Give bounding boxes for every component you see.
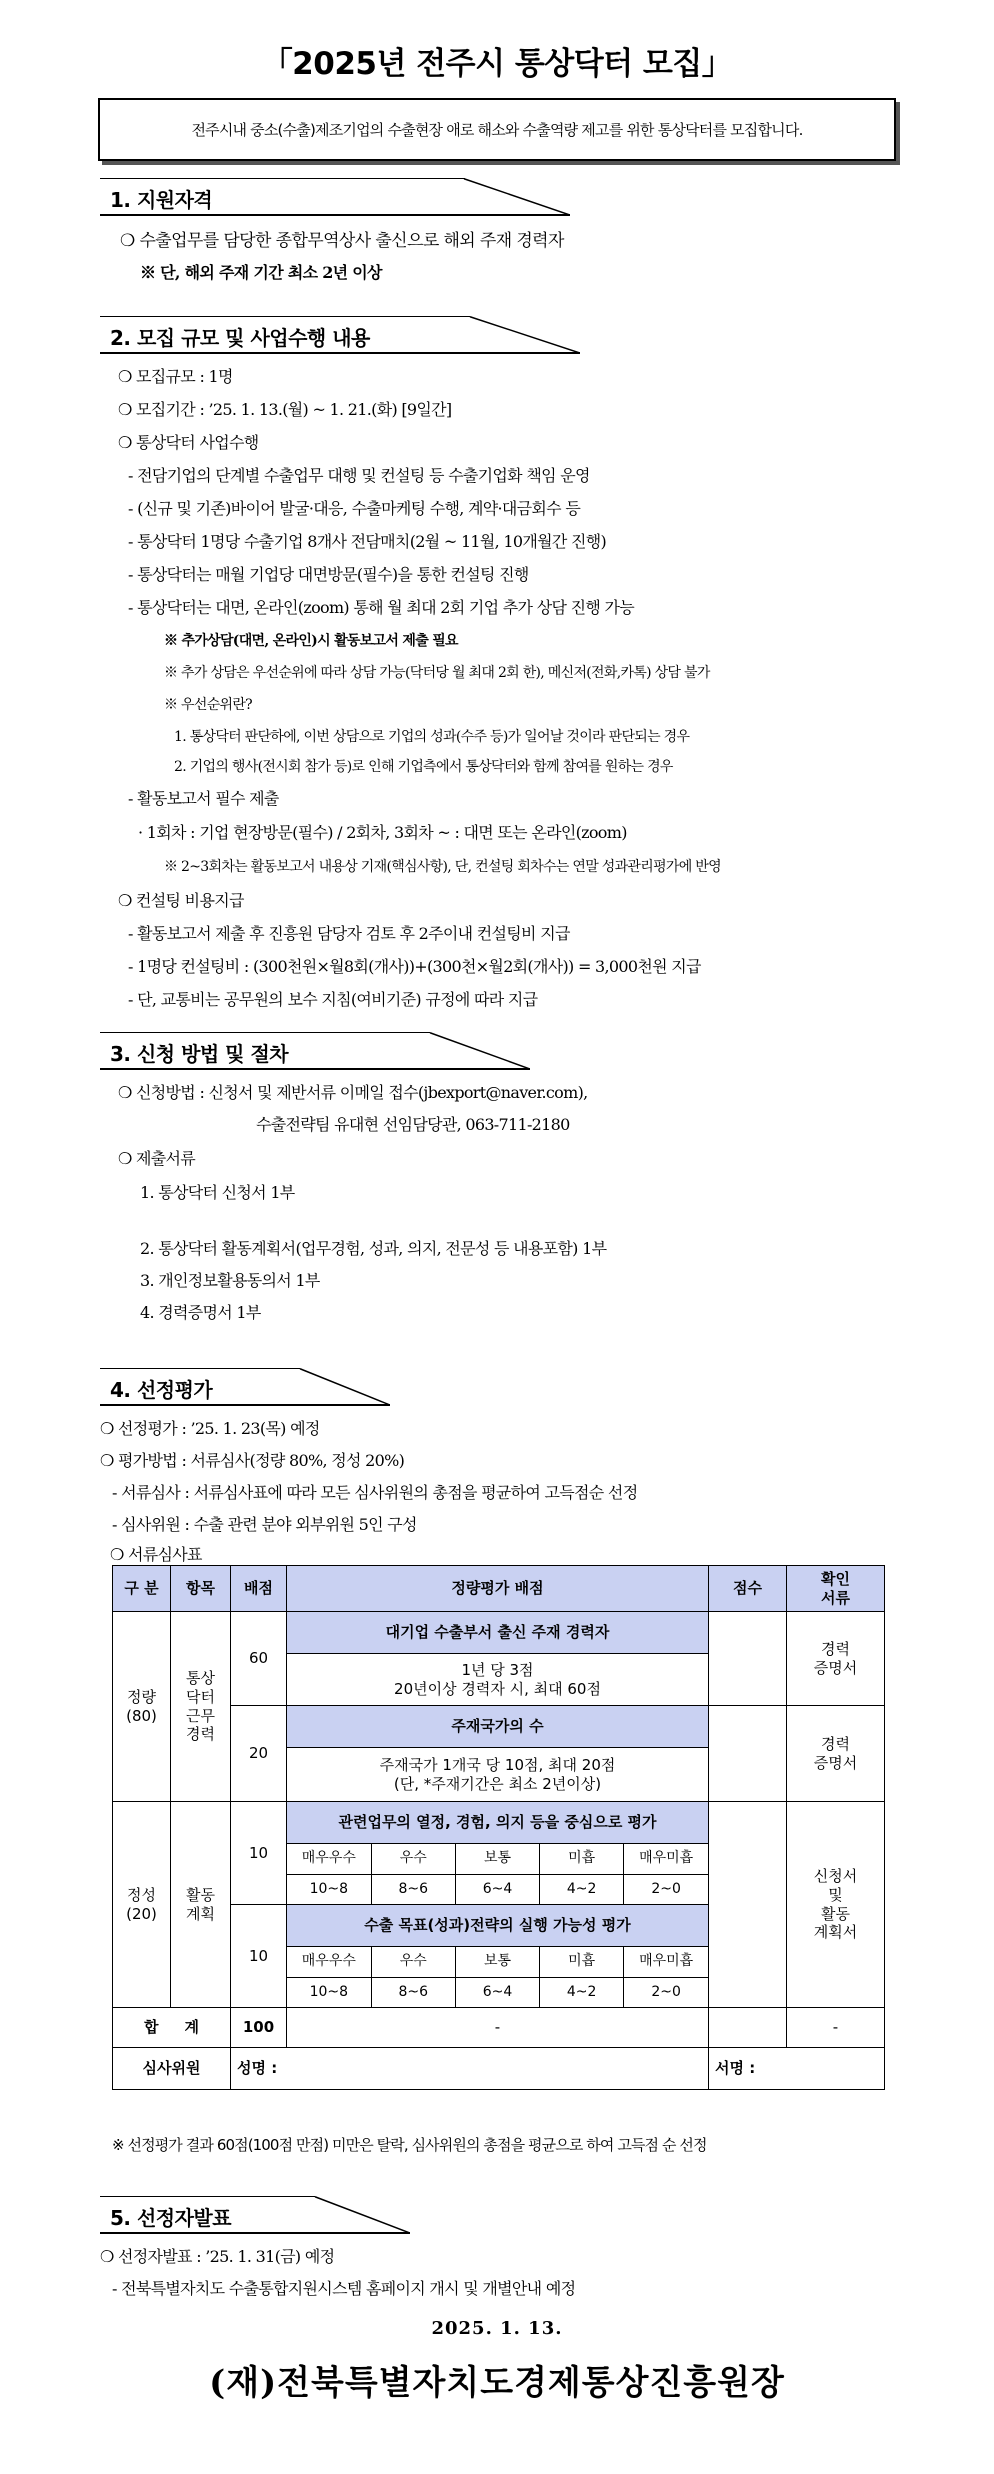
s2-line-0: ❍ 모집규모 : 1명	[118, 367, 233, 386]
s5-line-1: - 전북특별자치도 수출통합지원시스템 홈페이지 개시 및 개별안내 예정	[112, 2279, 576, 2298]
total-empty	[709, 2008, 787, 2048]
s2-line-2: ❍ 통상닥터 사업수행	[118, 433, 259, 452]
grade-label: 보통	[455, 1947, 539, 1977]
grade-label: 매우미흡	[624, 1844, 708, 1874]
criteria-title: 주재국가의 수	[287, 1706, 709, 1748]
s2-line-4: - (신규 및 기존)바이어 발굴·대응, 수출마케팅 수행, 계약·대금회수 등	[128, 499, 581, 518]
s2-line-5: - 통상닥터 1명당 수출기업 8개사 전담매치(2월 ~ 11월, 10개월간 진행)	[128, 532, 607, 551]
grade-label: 매우미흡	[624, 1947, 708, 1977]
judge-sign: 서명 :	[709, 2048, 885, 2090]
section-header-slant	[460, 316, 580, 354]
points-cell: 10	[231, 1802, 287, 1905]
s2-line-10: ※ 우선순위란?	[164, 697, 252, 713]
s4-line-3: - 심사위원 : 수출 관련 분야 외부위원 5인 구성	[112, 1515, 417, 1534]
criteria-desc: 주재국가 1개국 당 10점, 최대 20점 (단, *주재기간은 최소 2년이상)	[287, 1748, 709, 1802]
evaluation-table	[112, 1565, 885, 2090]
grade-range: 2~0	[651, 1983, 681, 2000]
total-label: 합 계	[113, 2008, 231, 2048]
s2-line-14: · 1회차 : 기업 현장방문(필수) / 2회차, 3회차 ~ : 대면 또는 온라인(zoom)	[138, 823, 627, 842]
criteria-title: 수출 목표(성과)전략의 실행 가능성 평가	[287, 1905, 709, 1947]
section-header-slant	[420, 1032, 530, 1070]
total-row	[113, 2008, 885, 2048]
grade-range: 4~2	[540, 1977, 624, 2007]
s2-line-19: - 단, 교통비는 공무원의 보수 지침(여비기준) 규정에 따라 지급	[128, 990, 538, 1009]
table-row	[113, 1612, 885, 1654]
header-cell: 정량평가 배점	[287, 1566, 709, 1612]
grade-range: 6~4	[455, 1874, 539, 1904]
s2-line-6: - 통상닥터는 매월 기업당 대면방문(필수)을 통한 컨설팅 진행	[128, 565, 529, 584]
grade-label: 보통	[455, 1844, 539, 1874]
grade-range: 10~8	[287, 1977, 371, 2007]
s3-line-6: 4. 경력증명서 1부	[140, 1303, 261, 1322]
header-cell: 항목	[171, 1566, 231, 1612]
grade-label: 미흡	[540, 1844, 624, 1874]
footer-organization: (재)전북특별자치도경제통상진흥원장	[209, 2363, 785, 2403]
grade-range: 8~6	[371, 1977, 455, 2007]
s2-line-17: - 활동보고서 제출 후 진흥원 담당자 검토 후 2주이내 컨설팅비 지급	[128, 924, 570, 943]
section-header-1	[100, 178, 570, 216]
table-row	[113, 1802, 885, 1844]
s2-line-3: - 전담기업의 단계별 수출업무 대행 및 컨설팅 등 수출기업화 책임 운영	[128, 466, 590, 485]
s2-line-18: - 1명당 컨설팅비 : (300천원×월8회(개사))+(300천×월2회(개사)) = 3,000천원 지급	[128, 957, 701, 976]
criteria-title: 대기업 수출부서 출신 주재 경력자	[287, 1612, 709, 1654]
item-cell: 통상 닥터 근무 경력	[171, 1612, 231, 1802]
section-title-3: 3. 신청 방법 및 절차	[110, 1042, 289, 1066]
grade-label: 매우우수	[287, 1844, 371, 1874]
s4-line-1: ❍ 평가방법 : 서류심사(정량 80%, 정성 20%)	[100, 1451, 405, 1470]
grade-label: 매우우수	[287, 1947, 371, 1977]
s3-line-0: ❍ 신청방법 : 신청서 및 제반서류 이메일 접수(jbexport@naver.com),	[118, 1083, 588, 1102]
total-score: -	[287, 2008, 709, 2048]
section-header-slant	[290, 1368, 390, 1406]
grade-range: 10~8	[287, 1874, 371, 1904]
s2-line-16: ❍ 컨설팅 비용지급	[118, 891, 244, 910]
s2-line-9: ※ 추가 상담은 우선순위에 따라 상담 가능(닥터당 월 최대 2회 한), 메신저(전화,카톡) 상담 불가	[164, 665, 710, 681]
s2-line-13: - 활동보고서 필수 제출	[128, 789, 279, 808]
score-cell	[709, 1706, 787, 1802]
grade-range: 4~2	[540, 1874, 624, 1904]
s1-line-0: ❍ 수출업무를 담당한 종합무역상사 출신으로 해외 주재 경력자	[120, 231, 564, 251]
grade-label: 우수	[371, 1844, 455, 1874]
page-title: 「2025년 전주시 통상닥터 모집」	[261, 46, 733, 82]
footer-date: 2025. 1. 13.	[431, 2318, 563, 2339]
header-cell: 확인 서류	[787, 1566, 885, 1612]
group-cell: 정성 (20)	[113, 1802, 171, 2008]
s2-line-15: ※ 2~3회차는 활동보고서 내용상 기재(핵심사항), 단, 컨설팅 회차수는 연말 성과관리평가에 반영	[164, 859, 721, 875]
s2-line-11: 1. 통상닥터 판단하에, 이번 상담으로 기업의 성과(수주 등)가 일어날 것이라 판단되는 경우	[174, 729, 690, 745]
s2-line-8: ※ 추가상담(대면, 온라인)시 활동보고서 제출 필요	[164, 633, 458, 649]
section-header-slant	[310, 2196, 410, 2234]
header-cell: 배점	[231, 1566, 287, 1612]
judge-label: 심사위원	[113, 2048, 231, 2090]
s4-line-0: ❍ 선정평가 : ’25. 1. 23(목) 예정	[100, 1419, 320, 1438]
grade-table	[287, 1947, 708, 2007]
section-header-2	[100, 316, 580, 354]
s5-line-0: ❍ 선정자발표 : ’25. 1. 31(금) 예정	[100, 2247, 335, 2266]
section-header-5	[100, 2196, 410, 2234]
section-header-3	[100, 1032, 530, 1070]
judge-row	[113, 2048, 885, 2090]
score-cell	[709, 1802, 787, 2008]
s2-line-12: 2. 기업의 행사(전시회 참가 등)로 인해 기업측에서 통상닥터와 함께 참여를 원하는 경우	[174, 759, 673, 775]
grade-range: 2~0	[651, 1880, 681, 1897]
intro-text: 전주시내 중소(수출)제조기업의 수출현장 애로 해소와 수출역량 제고를 위한 통상닥터를 모집합니다.	[191, 121, 803, 139]
header-cell: 점수	[709, 1566, 787, 1612]
grade-range: 6~4	[455, 1977, 539, 2007]
score-cell	[709, 1612, 787, 1706]
s4-line-4: ❍ 서류심사표	[110, 1545, 202, 1564]
s1-line-1: ※ 단, 해외 주재 기간 최소 2년 이상	[140, 263, 382, 282]
grade-range: 8~6	[371, 1874, 455, 1904]
grade-cell	[287, 1844, 709, 1905]
s2-line-1: ❍ 모집기간 : ’25. 1. 13.(월) ~ 1. 21.(화) [9일간]	[118, 400, 452, 419]
section-title-5: 5. 선정자발표	[110, 2206, 232, 2230]
grade-table	[287, 1844, 708, 1904]
section-title-1: 1. 지원자격	[110, 188, 213, 212]
judge-name: 성명 :	[231, 2048, 709, 2090]
total-doc: -	[787, 2008, 885, 2048]
criteria-title: 관련업무의 열정, 경험, 의지 등을 중심으로 평가	[287, 1802, 709, 1844]
section-title-4: 4. 선정평가	[110, 1378, 213, 1402]
group-cell: 정량 (80)	[113, 1612, 171, 1802]
table-header-row	[113, 1566, 885, 1612]
points-cell: 20	[231, 1706, 287, 1802]
section-header-slant	[450, 178, 570, 216]
section-title-2: 2. 모집 규모 및 사업수행 내용	[110, 326, 370, 350]
s3-line-3: 1. 통상닥터 신청서 1부	[140, 1183, 295, 1202]
doc-cell: 경력 증명서	[787, 1706, 885, 1802]
header-cell: 구 분	[113, 1566, 171, 1612]
grade-cell	[287, 1947, 709, 2008]
s3-line-1: 수출전략팀 유대현 선임담당관, 063-711-2180	[256, 1115, 570, 1134]
points-cell: 60	[231, 1612, 287, 1706]
doc-cell: 경력 증명서	[787, 1612, 885, 1706]
s3-line-5: 3. 개인정보활용동의서 1부	[140, 1271, 320, 1290]
s2-line-7: - 통상닥터는 대면, 온라인(zoom) 통해 월 최대 2회 기업 추가 상담 진행 가능	[128, 598, 635, 617]
s3-line-2: ❍ 제출서류	[118, 1149, 196, 1168]
s4-line-2: - 서류심사 : 서류심사표에 따라 모든 심사위원의 총점을 평균하여 고득점순 선정	[112, 1483, 638, 1502]
total-points: 100	[231, 2008, 287, 2048]
grade-label: 미흡	[540, 1947, 624, 1977]
s3-line-4: 2. 통상닥터 활동계획서(업무경험, 성과, 의지, 전문성 등 내용포함) 1부	[140, 1239, 607, 1258]
section-header-4	[100, 1368, 390, 1406]
doc-cell: 신청서 및 활동 계획서	[787, 1802, 885, 2008]
grade-label: 우수	[371, 1947, 455, 1977]
intro-box	[98, 98, 896, 161]
item-cell: 활동 계획	[171, 1802, 231, 2008]
criteria-desc: 1년 당 3점 20년이상 경력자 시, 최대 60점	[287, 1654, 709, 1706]
points-cell: 10	[231, 1905, 287, 2008]
table-note: ※ 선정평가 결과 60점(100점 만점) 미만은 탈락, 심사위원의 총점을 평균으로 하여 고득점 순 선정	[112, 2136, 707, 2154]
